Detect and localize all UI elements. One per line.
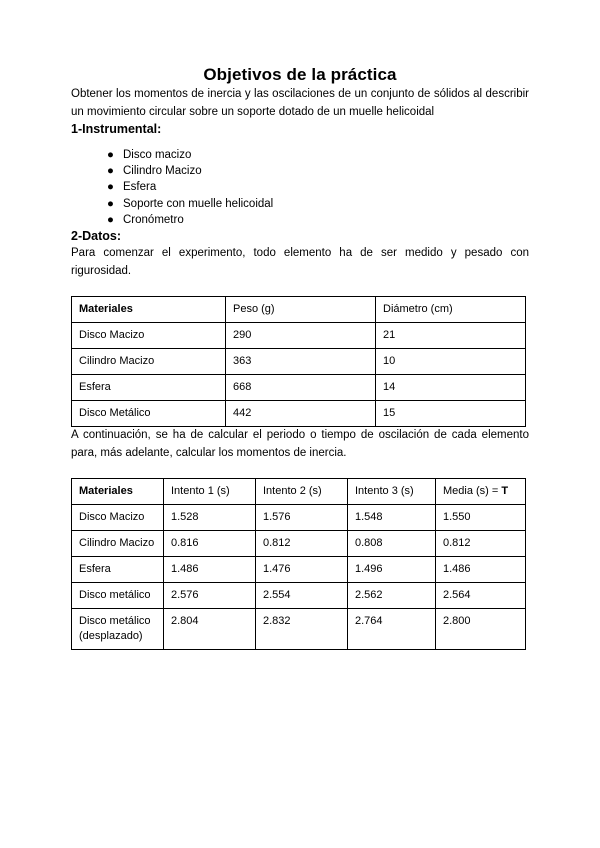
- cell-intento-2: 0.812: [256, 531, 348, 557]
- cell-intento-2: 2.554: [256, 583, 348, 609]
- column-header-intento-3: Intento 3 (s): [348, 479, 436, 505]
- column-header-diametro: Diámetro (cm): [376, 297, 526, 323]
- table-header-row: [72, 479, 526, 505]
- list-item-label: Soporte con muelle helicoidal: [123, 197, 274, 210]
- bullet-icon: ●: [107, 149, 114, 161]
- list-item-label: Cilindro Macizo: [123, 165, 202, 178]
- cell-material: Disco Macizo: [72, 323, 226, 349]
- cell-intento-3: 0.808: [348, 531, 436, 557]
- cell-peso: 363: [226, 349, 376, 375]
- table-row: [72, 531, 526, 557]
- cell-material: Cilindro Macizo: [72, 349, 226, 375]
- column-header-media: [436, 479, 526, 505]
- table-row: [72, 609, 526, 650]
- list-item-label: Cronómetro: [123, 213, 184, 226]
- table-row: [72, 323, 526, 349]
- cell-material: Disco Macizo: [72, 505, 164, 531]
- table-header-row: [72, 297, 526, 323]
- list-item: [107, 179, 529, 195]
- cell-intento-1: 0.816: [164, 531, 256, 557]
- column-header-media-symbol: T: [501, 485, 509, 498]
- column-header-intento-2: Intento 2 (s): [256, 479, 348, 505]
- intro-paragraph: Obtener los momentos de inercia y las oscilaciones de un conjunto de sólidos al describir un movimiento circular sobre un soporte dotado de un muelle helicoidal: [71, 88, 529, 118]
- materials-table: [71, 296, 526, 427]
- measurement-paragraph: Para comenzar el experimento, todo elemento ha de ser medido y pesado con rigurosidad.: [71, 247, 529, 277]
- column-header-materiales: Materiales: [72, 479, 164, 505]
- cell-intento-2: 1.476: [256, 557, 348, 583]
- cell-media: 1.486: [436, 557, 526, 583]
- cell-material: Cilindro Macizo: [72, 531, 164, 557]
- cell-material: Esfera: [72, 375, 226, 401]
- cell-intento-1: 1.486: [164, 557, 256, 583]
- cell-diametro: 15: [376, 401, 526, 427]
- table-row: [72, 583, 526, 609]
- periods-table: [71, 478, 526, 650]
- cell-media: 2.800: [436, 609, 526, 650]
- table-row: [72, 349, 526, 375]
- column-header-media-prefix: Media (s) =: [443, 485, 502, 498]
- bullet-icon: ●: [107, 213, 114, 226]
- table-row: [72, 375, 526, 401]
- section-heading-instrumental: 1-Instrumental:: [71, 122, 162, 136]
- cell-diametro: 14: [376, 375, 526, 401]
- cell-intento-1: 1.528: [164, 505, 256, 531]
- cell-media: 2.564: [436, 583, 526, 609]
- cell-intento-3: 1.496: [348, 557, 436, 583]
- cell-media: 1.550: [436, 505, 526, 531]
- list-item-label: Esfera: [123, 181, 157, 194]
- cell-material: Disco Metálico: [72, 401, 226, 427]
- period-paragraph: A continuación, se ha de calcular el periodo o tiempo de oscilación de cada elemento para, más adelante, calcular los momentos de inercia.: [71, 429, 529, 459]
- list-item-label: Disco macizo: [123, 149, 192, 161]
- bullet-icon: ●: [107, 197, 114, 210]
- cell-intento-2: 1.576: [256, 505, 348, 531]
- cell-peso: 290: [226, 323, 376, 349]
- cell-intento-1: 2.576: [164, 583, 256, 609]
- cell-intento-2: 2.832: [256, 609, 348, 650]
- instrument-list: [71, 147, 529, 228]
- table-row: [72, 557, 526, 583]
- cell-diametro: 10: [376, 349, 526, 375]
- column-header-intento-1: Intento 1 (s): [164, 479, 256, 505]
- cell-peso: 668: [226, 375, 376, 401]
- table-row: [72, 401, 526, 427]
- cell-material: Disco metálico (desplazado): [72, 609, 164, 650]
- cell-material: Disco metálico: [72, 583, 164, 609]
- section-heading-datos: 2-Datos:: [71, 229, 122, 244]
- list-item: [107, 212, 529, 228]
- cell-material: Esfera: [72, 557, 164, 583]
- list-item: [107, 163, 529, 179]
- cell-intento-3: 2.764: [348, 609, 436, 650]
- bullet-icon: ●: [107, 181, 114, 194]
- cell-intento-3: 2.562: [348, 583, 436, 609]
- column-header-peso: Peso (g): [226, 297, 376, 323]
- cell-diametro: 21: [376, 323, 526, 349]
- bullet-icon: ●: [107, 165, 114, 178]
- cell-intento-1: 2.804: [164, 609, 256, 650]
- cell-intento-3: 1.548: [348, 505, 436, 531]
- table-row: [72, 505, 526, 531]
- cell-peso: 442: [226, 401, 376, 427]
- column-header-materiales: Materiales: [72, 297, 226, 323]
- list-item: [107, 147, 529, 163]
- list-item: [107, 196, 529, 212]
- cell-media: 0.812: [436, 531, 526, 557]
- page-title: Objetivos de la práctica: [203, 65, 397, 84]
